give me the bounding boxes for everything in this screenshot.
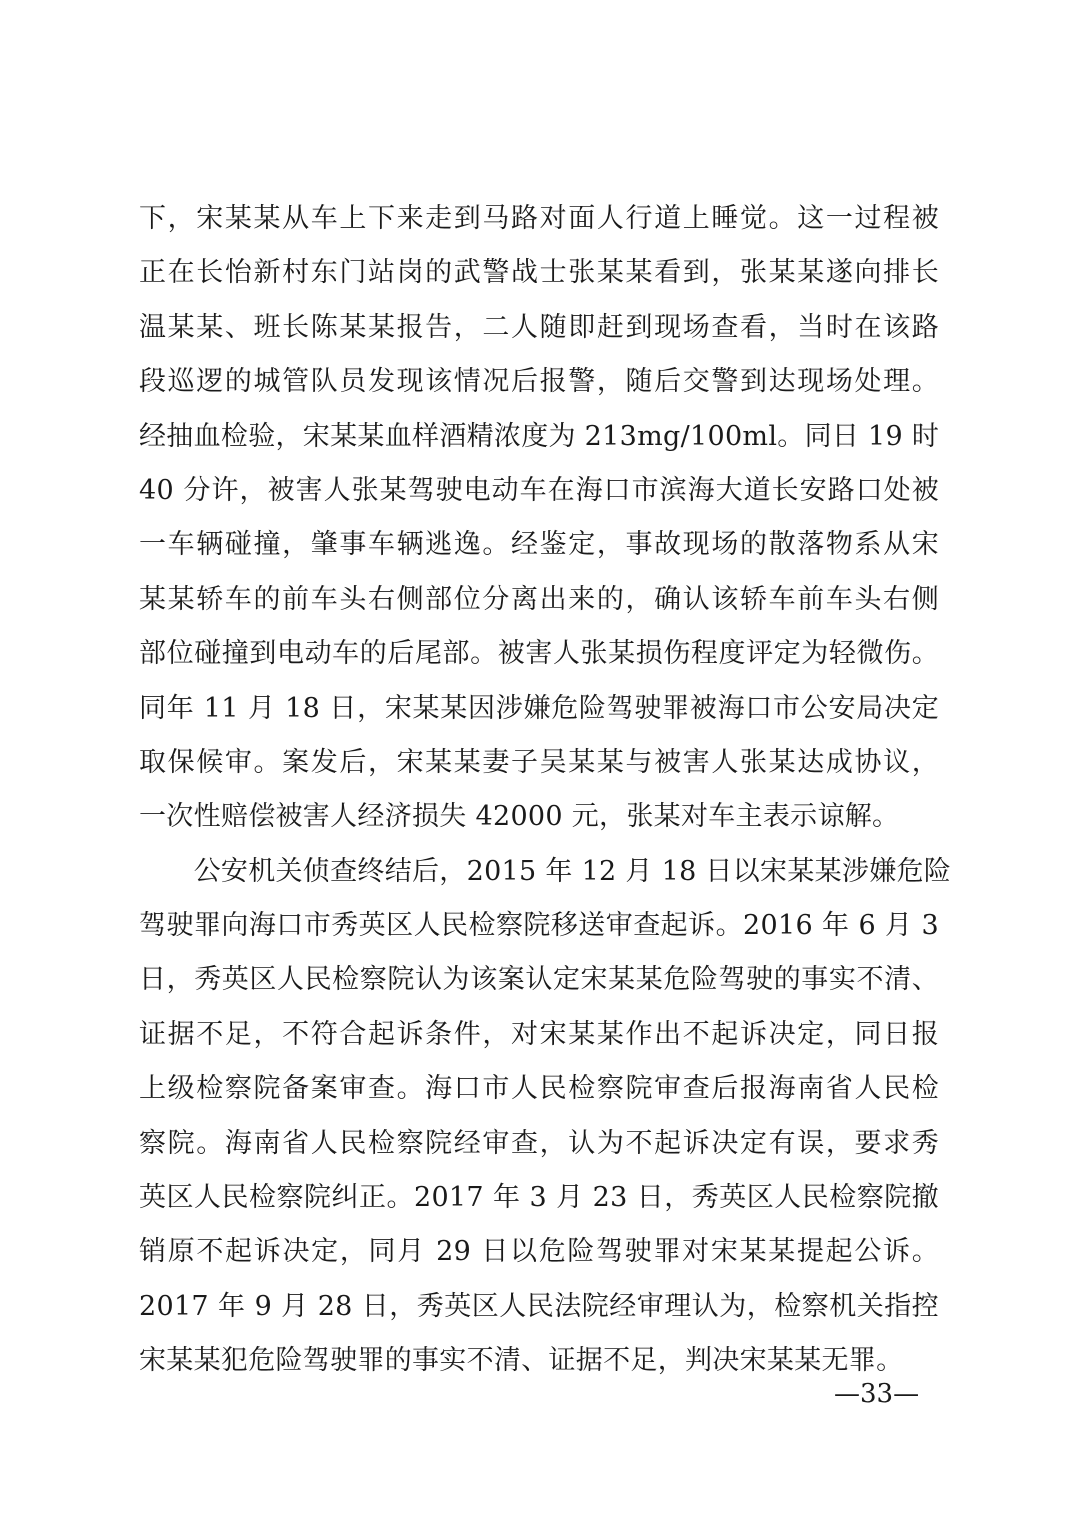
text-line: 正在长怡新村东门站岗的武警战士张某某看到，张某某遂向排长 [139, 257, 939, 289]
page-number: —33— [834, 1379, 920, 1409]
text-line: 宋某某犯危险驾驶罪的事实不清、证据不足，判决宋某某无罪。 [139, 1345, 904, 1377]
text-line: 一次性赔偿被害人经济损失 42000 元，张某对车主表示谅解。 [139, 801, 900, 833]
text-line: 取保候审。案发后，宋某某妻子吴某某与被害人张某达成协议， [139, 746, 939, 778]
text-line: 段巡逻的城管队员发现该情况后报警，随后交警到达现场处理。 [139, 366, 939, 398]
text-line: 察院。海南省人民检察院经审查，认为不起诉决定有误，要求秀 [139, 1127, 939, 1159]
text-line: 上级检察院备案审查。海口市人民检察院审查后报海南省人民检 [139, 1073, 939, 1105]
text-line: 证据不足，不符合起诉条件，对宋某某作出不起诉决定，同日报 [139, 1018, 939, 1050]
text-line: 40 分许，被害人张某驾驶电动车在海口市滨海大道长安路口处被 [139, 474, 939, 506]
paragraph-1 [139, 192, 939, 845]
text-line: 一车辆碰撞，肇事车辆逃逸。经鉴定，事故现场的散落物系从宋 [139, 529, 939, 561]
text-line: 日，秀英区人民检察院认为该案认定宋某某危险驾驶的事实不清、 [139, 964, 939, 996]
text-line: 驾驶罪向海口市秀英区人民检察院移送审查起诉。2016 年 6 月 3 [139, 910, 939, 942]
text-line: 经抽血检验，宋某某血样酒精浓度为 213mg/100ml。同日 19 时 [139, 420, 940, 452]
text-line: 下，宋某某从车上下来走到马路对面人行道上睡觉。这一过程被 [139, 203, 939, 234]
text-line: 公安机关侦查终结后，2015 年 12 月 18 日以宋某某涉嫌危险 [139, 855, 952, 887]
text-line: 英区人民检察院纠正。2017 年 3 月 23 日，秀英区人民检察院撤 [139, 1182, 939, 1214]
text-line: 温某某、班长陈某某报告，二人随即赶到现场查看，当时在该路 [139, 311, 939, 343]
document-body [139, 192, 952, 1389]
text-line: 部位碰撞到电动车的后尾部。被害人张某损伤程度评定为轻微伤。 [139, 638, 939, 670]
text-line: 销原不起诉决定，同月 29 日以危险驾驶罪对宋某某提起公诉。 [139, 1236, 939, 1268]
text-line: 某某轿车的前车头右侧部位分离出来的，确认该轿车前车头右侧 [139, 583, 939, 615]
text-line: 同年 11 月 18 日，宋某某因涉嫌危险驾驶罪被海口市公安局决定 [139, 692, 939, 724]
text-line: 2017 年 9 月 28 日，秀英区人民法院经审理认为，检察机关指控 [139, 1290, 939, 1322]
paragraph-2 [139, 845, 952, 1389]
